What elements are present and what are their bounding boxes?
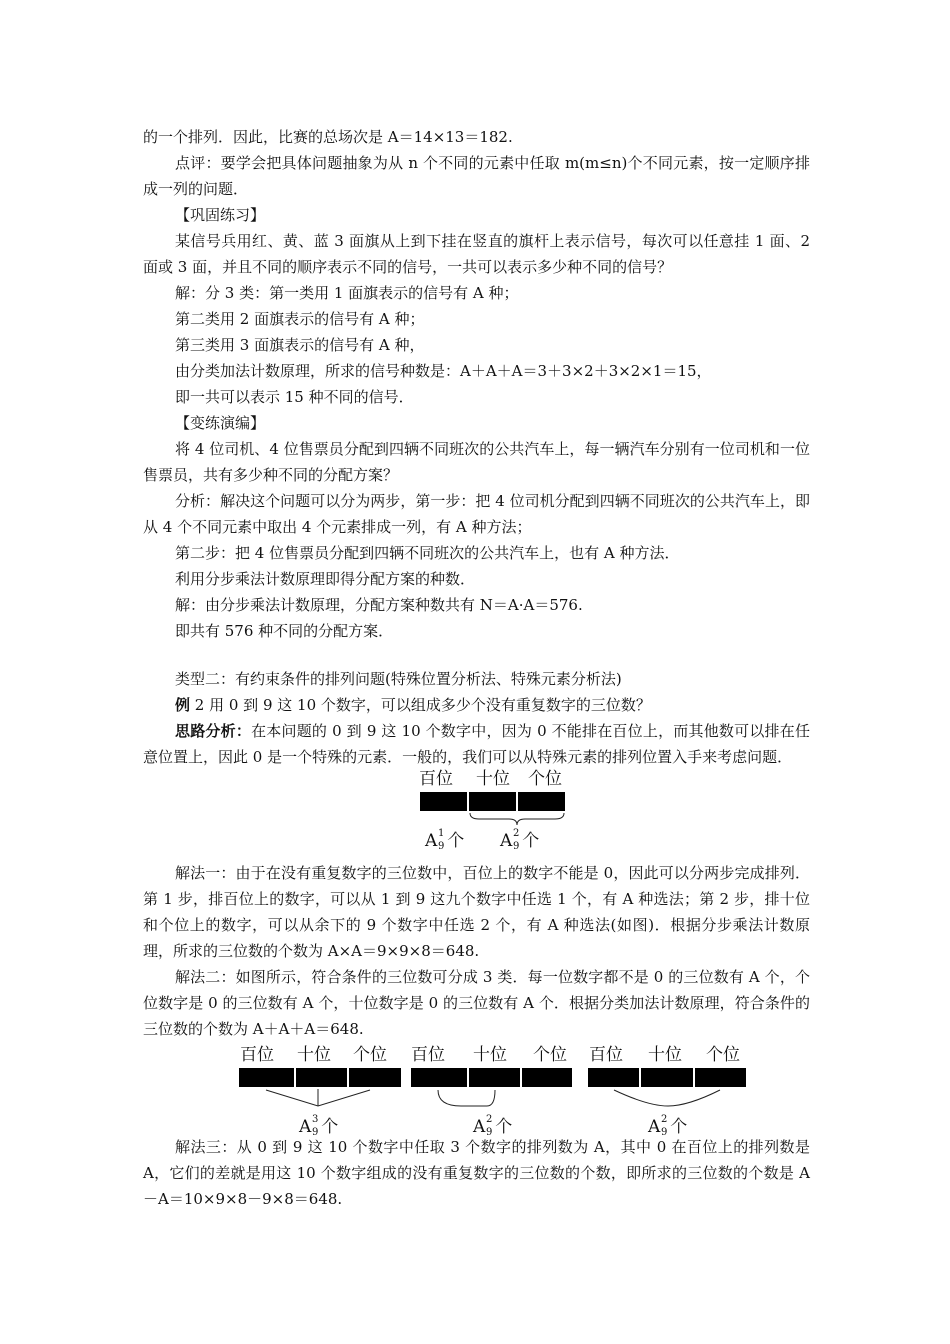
box [695,1068,746,1087]
analysis-paragraph [143,718,810,770]
brace [469,812,565,826]
annotation-left: A 1 9 个 [425,828,465,852]
connector-lines [411,1088,573,1108]
label-tens: 十位 [473,1045,507,1065]
connector-lines [239,1088,401,1108]
paragraph: 解法三：从 0 到 9 这 10 个数字中任取 3 个数字的排列数为 A，其中 0 在百位上的排列数是 A，它们的差就是用这 10 个数字组成的没有重复数字的三位数的个数，即所求的三位数的个数是 A－A＝10×9×8－9×8＝648. [143,1138,810,1208]
paragraph: 解：由分步乘法计数原理，分配方案种数共有 N＝A·A＝576. [175,596,583,614]
label-ones: 个位 [528,769,562,789]
box [522,1068,572,1087]
paragraph: 解：分 3 类：第一类用 1 面旗表示的信号有 A 种； [175,284,519,302]
paragraph: 的一个排列．因此，比赛的总场次是 A＝14×13＝182. [143,128,513,146]
paragraph: 分析：解决这个问题可以分为两步，第一步：把 4 位司机分配到四辆不同班次的公共汽车上，即从 4 个不同元素中取出 4 个元素排成一列，有 A 种方法； [143,492,810,536]
paragraph: 点评：要学会把具体问题抽象为从 n 个不同的元素中任取 m(m≤n)个不同元素，按一定顺序排成一列的问题． [143,154,810,198]
label-tens: 十位 [476,769,510,789]
analysis-label: 思路分析： [175,722,252,740]
paragraph: 由分类加法计数原理，所求的信号种数是：A＋A＋A＝3＋3×2＋3×2×1＝15， [175,362,712,380]
label-hundreds: 百位 [411,1045,445,1065]
connector-lines [588,1088,750,1108]
label-ones: 个位 [353,1045,387,1065]
paragraph: 即共有 576 种不同的分配方案． [175,622,394,640]
paragraph: 某信号兵用红、黄、蓝 3 面旗从上到下挂在竖直的旗杆上表示信号，每次可以任意挂 1 面、2 面或 3 面，并且不同的顺序表示不同的信号，一共可以表示多少种不同的信号？ [143,232,810,276]
paragraph: 第二步：把 4 位售票员分配到四辆不同班次的公共汽车上，也有 A 种方法． [175,544,680,562]
box [588,1068,639,1087]
label-hundreds: 百位 [419,769,453,789]
example-label: 例 [175,696,191,714]
label-tens: 十位 [648,1045,682,1065]
box-ones [518,792,565,811]
paragraph: 解法一：由于在没有重复数字的三位数中，百位上的数字不能是 0，因此可以分两步完成排列．第 1 步，排百位上的数字，可以从 1 到 9 这九个数字中任选 1 个，有 A 种选法；第 2 步，排十位和个位上的数字，可以从余下的 9 个数字中任选 2 个，有 A 种选法(如图)．根据分步乘法计数原理，所求的三位数的个数为 A×A＝9×9×8＝648. [143,864,810,960]
label-tens: 十位 [297,1045,331,1065]
paragraph: 解法二：如图所示，符合条件的三位数可分成 3 类．每一位数字都不是 0 的三位数有 A 个，个位数字是 0 的三位数有 A 个，十位数字是 0 的三位数有 A 个．根据分类加法计数原理，符合条件的三位数的个数为 A＋A＋A＝648. [143,968,810,1038]
analysis-text: 在本问题的 0 到 9 这 10 个数字中，因为 0 不能排在百位上，而其他数可以排在任意位置上，因此 0 是一个特殊的元素．一般的，我们可以从特殊元素的排列位置入手来考虑问题． [143,722,810,766]
box [641,1068,693,1087]
box [469,1068,520,1087]
section-heading: 【变练演编】 [175,414,266,432]
label-ones: 个位 [533,1045,567,1065]
box-tens [469,792,516,811]
box [239,1068,294,1087]
annotation: A 3 9 个 [299,1114,339,1138]
document-page [143,124,810,1212]
paragraph: 第二类用 2 面旗表示的信号有 A 种； [175,310,425,328]
box [296,1068,347,1087]
label-hundreds: 百位 [589,1045,623,1065]
example-paragraph [143,692,810,718]
figure-digit-positions-1 [143,770,810,860]
paragraph: 即一共可以表示 15 种不同的信号． [175,388,414,406]
figure-digit-positions-2 [143,1042,810,1138]
label-ones: 个位 [706,1045,740,1065]
example-text: 2 用 0 到 9 这 10 个数字，可以组成多少个没有重复数字的三位数？ [190,696,651,714]
box [349,1068,401,1087]
box-hundreds [420,792,467,811]
annotation: A 2 9 个 [648,1114,688,1138]
box [411,1068,467,1087]
paragraph: 利用分步乘法计数原理即得分配方案的种数． [175,570,476,588]
paragraph: 将 4 位司机、4 位售票员分配到四辆不同班次的公共汽车上，每一辆汽车分别有一位司机和一位售票员，共有多少种不同的分配方案？ [143,440,810,484]
annotation: A 2 9 个 [473,1114,513,1138]
paragraph: 第三类用 3 面旗表示的信号有 A 种， [175,336,425,354]
annotation-right: A 2 9 个 [500,828,540,852]
section-heading: 【巩固练习】 [175,206,266,224]
paragraph: 类型二：有约束条件的排列问题(特殊位置分析法、特殊元素分析法) [175,670,622,688]
spacer [143,644,810,666]
label-hundreds: 百位 [240,1045,274,1065]
